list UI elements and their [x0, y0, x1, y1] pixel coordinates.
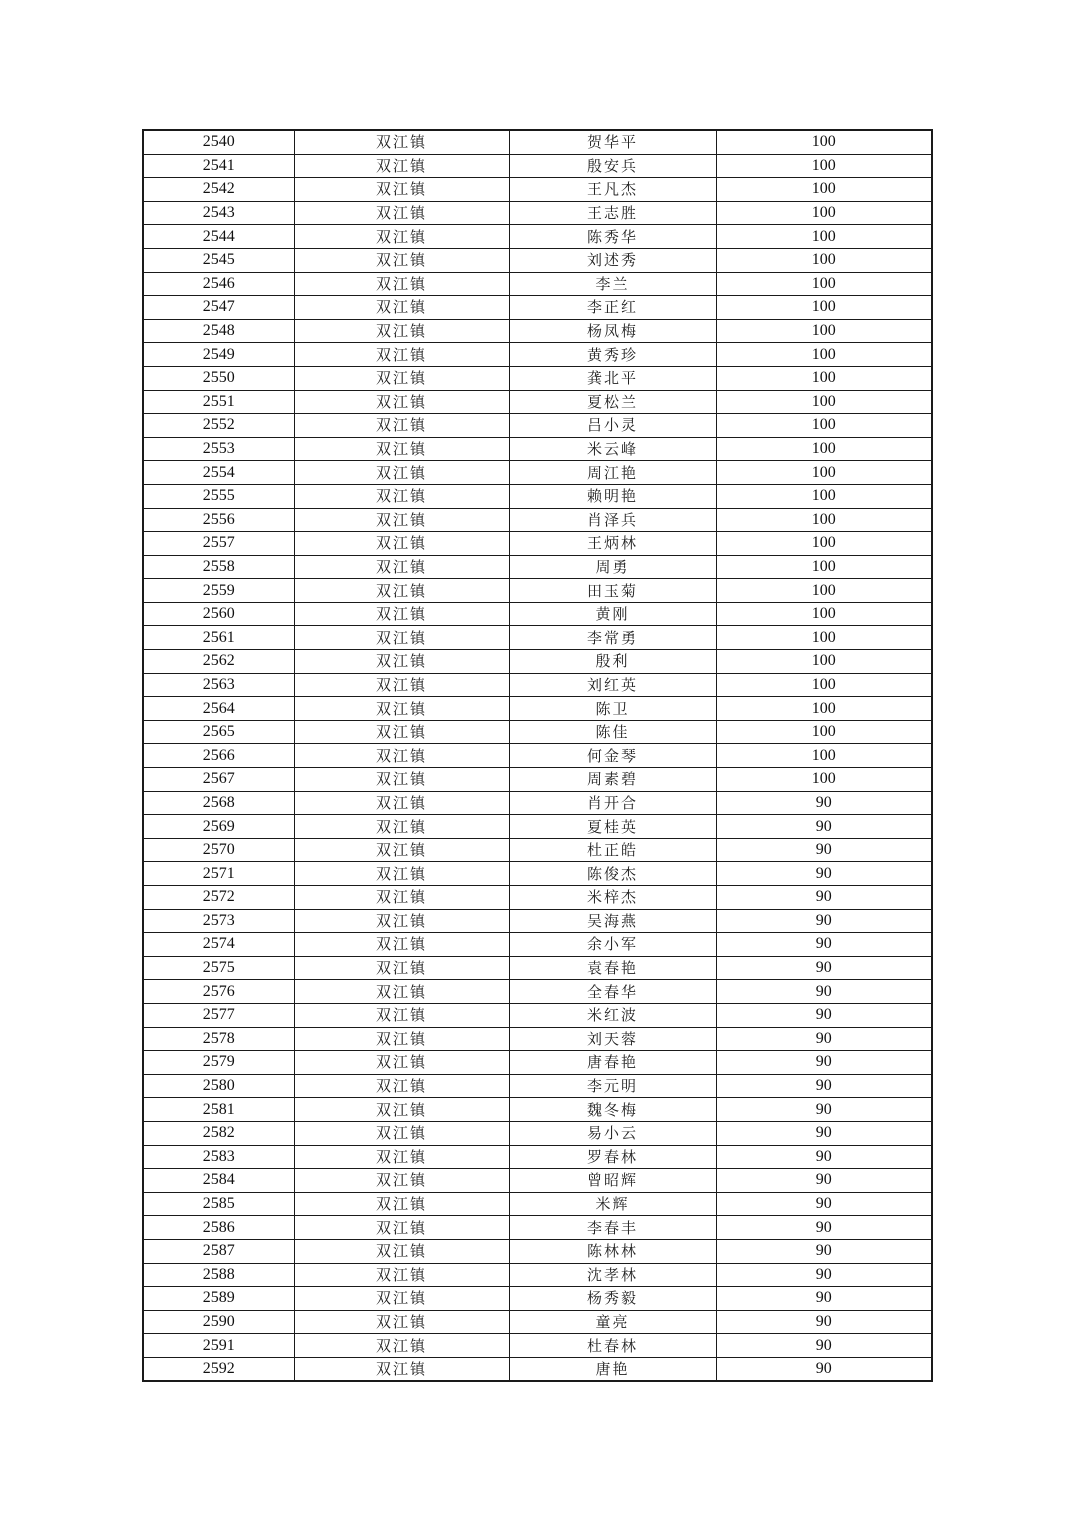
amount-cell: 90 [716, 1334, 932, 1358]
amount-cell: 100 [716, 508, 932, 532]
town-cell: 双江镇 [294, 1334, 509, 1358]
town-cell: 双江镇 [294, 602, 509, 626]
row-number-cell: 2573 [143, 909, 294, 933]
amount-cell: 100 [716, 248, 932, 272]
row-number-cell: 2562 [143, 650, 294, 674]
amount-cell: 90 [716, 886, 932, 910]
town-cell: 双江镇 [294, 319, 509, 343]
row-number-cell: 2585 [143, 1192, 294, 1216]
row-number-cell: 2555 [143, 484, 294, 508]
town-cell: 双江镇 [294, 555, 509, 579]
town-cell: 双江镇 [294, 1287, 509, 1311]
town-cell: 双江镇 [294, 673, 509, 697]
row-number-cell: 2568 [143, 791, 294, 815]
amount-cell: 100 [716, 343, 932, 367]
row-number-cell: 2569 [143, 815, 294, 839]
table-row [143, 1121, 932, 1145]
person-name-cell: 陈林林 [509, 1239, 716, 1263]
table-row [143, 1287, 932, 1311]
amount-cell: 100 [716, 720, 932, 744]
town-cell: 双江镇 [294, 508, 509, 532]
town-cell: 双江镇 [294, 1145, 509, 1169]
person-name-cell: 陈佳 [509, 720, 716, 744]
person-name-cell: 余小军 [509, 933, 716, 957]
row-number-cell: 2561 [143, 626, 294, 650]
amount-cell: 90 [716, 1216, 932, 1240]
table-row [143, 768, 932, 792]
person-name-cell: 夏松兰 [509, 390, 716, 414]
row-number-cell: 2557 [143, 532, 294, 556]
table-row [143, 201, 932, 225]
town-cell: 双江镇 [294, 130, 509, 154]
amount-cell: 100 [716, 225, 932, 249]
person-name-cell: 黄秀珍 [509, 343, 716, 367]
table-row [143, 343, 932, 367]
table-row [143, 956, 932, 980]
amount-cell: 100 [716, 201, 932, 225]
amount-cell: 100 [716, 390, 932, 414]
person-name-cell: 殷利 [509, 650, 716, 674]
person-name-cell: 米红波 [509, 1003, 716, 1027]
row-number-cell: 2564 [143, 697, 294, 721]
row-number-cell: 2547 [143, 296, 294, 320]
table-row [143, 886, 932, 910]
person-name-cell: 肖泽兵 [509, 508, 716, 532]
row-number-cell: 2580 [143, 1074, 294, 1098]
amount-cell: 100 [716, 319, 932, 343]
row-number-cell: 2574 [143, 933, 294, 957]
table-row [143, 1357, 932, 1381]
town-cell: 双江镇 [294, 1051, 509, 1075]
table-row [143, 744, 932, 768]
person-name-cell: 陈卫 [509, 697, 716, 721]
row-number-cell: 2572 [143, 886, 294, 910]
amount-cell: 100 [716, 697, 932, 721]
row-number-cell: 2567 [143, 768, 294, 792]
person-name-cell: 李常勇 [509, 626, 716, 650]
table-row [143, 1169, 932, 1193]
table-row [143, 909, 932, 933]
table-row [143, 154, 932, 178]
person-name-cell: 龚北平 [509, 366, 716, 390]
amount-cell: 90 [716, 1310, 932, 1334]
row-number-cell: 2575 [143, 956, 294, 980]
person-name-cell: 杨秀毅 [509, 1287, 716, 1311]
subsidy-roster-table [142, 129, 933, 1382]
row-number-cell: 2546 [143, 272, 294, 296]
town-cell: 双江镇 [294, 178, 509, 202]
amount-cell: 100 [716, 366, 932, 390]
table-row [143, 673, 932, 697]
row-number-cell: 2559 [143, 579, 294, 603]
person-name-cell: 周素碧 [509, 768, 716, 792]
row-number-cell: 2591 [143, 1334, 294, 1358]
amount-cell: 90 [716, 1263, 932, 1287]
town-cell: 双江镇 [294, 697, 509, 721]
table-row [143, 720, 932, 744]
person-name-cell: 全春华 [509, 980, 716, 1004]
amount-cell: 100 [716, 673, 932, 697]
row-number-cell: 2548 [143, 319, 294, 343]
person-name-cell: 杜春林 [509, 1334, 716, 1358]
amount-cell: 100 [716, 437, 932, 461]
amount-cell: 90 [716, 1121, 932, 1145]
table-row [143, 862, 932, 886]
person-name-cell: 易小云 [509, 1121, 716, 1145]
town-cell: 双江镇 [294, 461, 509, 485]
table-row [143, 319, 932, 343]
table-row [143, 1192, 932, 1216]
person-name-cell: 黄刚 [509, 602, 716, 626]
table-row [143, 272, 932, 296]
town-cell: 双江镇 [294, 248, 509, 272]
amount-cell: 90 [716, 791, 932, 815]
town-cell: 双江镇 [294, 933, 509, 957]
row-number-cell: 2570 [143, 838, 294, 862]
person-name-cell: 唐艳 [509, 1357, 716, 1381]
table-row [143, 697, 932, 721]
town-cell: 双江镇 [294, 1310, 509, 1334]
person-name-cell: 吴海燕 [509, 909, 716, 933]
person-name-cell: 肖开合 [509, 791, 716, 815]
town-cell: 双江镇 [294, 1216, 509, 1240]
amount-cell: 100 [716, 272, 932, 296]
row-number-cell: 2550 [143, 366, 294, 390]
amount-cell: 100 [716, 154, 932, 178]
person-name-cell: 夏桂英 [509, 815, 716, 839]
person-name-cell: 童亮 [509, 1310, 716, 1334]
town-cell: 双江镇 [294, 201, 509, 225]
person-name-cell: 周江艳 [509, 461, 716, 485]
row-number-cell: 2581 [143, 1098, 294, 1122]
amount-cell: 100 [716, 532, 932, 556]
row-number-cell: 2545 [143, 248, 294, 272]
person-name-cell: 殷安兵 [509, 154, 716, 178]
amount-cell: 100 [716, 555, 932, 579]
table-row [143, 130, 932, 154]
table-row [143, 366, 932, 390]
amount-cell: 90 [716, 980, 932, 1004]
amount-cell: 90 [716, 909, 932, 933]
table-row [143, 933, 932, 957]
table-row [143, 178, 932, 202]
town-cell: 双江镇 [294, 720, 509, 744]
amount-cell: 90 [716, 956, 932, 980]
amount-cell: 100 [716, 296, 932, 320]
town-cell: 双江镇 [294, 532, 509, 556]
town-cell: 双江镇 [294, 437, 509, 461]
person-name-cell: 罗春林 [509, 1145, 716, 1169]
town-cell: 双江镇 [294, 366, 509, 390]
amount-cell: 90 [716, 1145, 932, 1169]
amount-cell: 100 [716, 626, 932, 650]
table-row [143, 1263, 932, 1287]
row-number-cell: 2540 [143, 130, 294, 154]
town-cell: 双江镇 [294, 343, 509, 367]
table-row [143, 1098, 932, 1122]
town-cell: 双江镇 [294, 1192, 509, 1216]
row-number-cell: 2556 [143, 508, 294, 532]
row-number-cell: 2566 [143, 744, 294, 768]
person-name-cell: 陈俊杰 [509, 862, 716, 886]
row-number-cell: 2578 [143, 1027, 294, 1051]
amount-cell: 90 [716, 1169, 932, 1193]
amount-cell: 90 [716, 1027, 932, 1051]
amount-cell: 100 [716, 484, 932, 508]
town-cell: 双江镇 [294, 650, 509, 674]
amount-cell: 100 [716, 130, 932, 154]
table-row [143, 532, 932, 556]
row-number-cell: 2543 [143, 201, 294, 225]
town-cell: 双江镇 [294, 980, 509, 1004]
person-name-cell: 唐春艳 [509, 1051, 716, 1075]
table-row [143, 1027, 932, 1051]
town-cell: 双江镇 [294, 1121, 509, 1145]
town-cell: 双江镇 [294, 626, 509, 650]
row-number-cell: 2576 [143, 980, 294, 1004]
town-cell: 双江镇 [294, 1263, 509, 1287]
person-name-cell: 刘述秀 [509, 248, 716, 272]
town-cell: 双江镇 [294, 484, 509, 508]
amount-cell: 100 [716, 414, 932, 438]
table-row [143, 508, 932, 532]
row-number-cell: 2558 [143, 555, 294, 579]
row-number-cell: 2584 [143, 1169, 294, 1193]
amount-cell: 90 [716, 1098, 932, 1122]
town-cell: 双江镇 [294, 390, 509, 414]
person-name-cell: 杜正皓 [509, 838, 716, 862]
row-number-cell: 2552 [143, 414, 294, 438]
person-name-cell: 李正红 [509, 296, 716, 320]
person-name-cell: 李兰 [509, 272, 716, 296]
town-cell: 双江镇 [294, 768, 509, 792]
person-name-cell: 曾昭辉 [509, 1169, 716, 1193]
amount-cell: 90 [716, 1192, 932, 1216]
table-row [143, 248, 932, 272]
person-name-cell: 袁春艳 [509, 956, 716, 980]
row-number-cell: 2579 [143, 1051, 294, 1075]
person-name-cell: 田玉菊 [509, 579, 716, 603]
person-name-cell: 刘天蓉 [509, 1027, 716, 1051]
table-row [143, 626, 932, 650]
row-number-cell: 2554 [143, 461, 294, 485]
table-body [143, 130, 932, 1381]
town-cell: 双江镇 [294, 296, 509, 320]
town-cell: 双江镇 [294, 744, 509, 768]
amount-cell: 90 [716, 933, 932, 957]
amount-cell: 90 [716, 1074, 932, 1098]
table-row [143, 815, 932, 839]
amount-cell: 90 [716, 1239, 932, 1263]
amount-cell: 90 [716, 838, 932, 862]
row-number-cell: 2542 [143, 178, 294, 202]
town-cell: 双江镇 [294, 1239, 509, 1263]
table-row [143, 980, 932, 1004]
town-cell: 双江镇 [294, 815, 509, 839]
row-number-cell: 2560 [143, 602, 294, 626]
town-cell: 双江镇 [294, 414, 509, 438]
row-number-cell: 2544 [143, 225, 294, 249]
amount-cell: 100 [716, 650, 932, 674]
row-number-cell: 2582 [143, 1121, 294, 1145]
amount-cell: 90 [716, 1003, 932, 1027]
row-number-cell: 2553 [143, 437, 294, 461]
town-cell: 双江镇 [294, 838, 509, 862]
town-cell: 双江镇 [294, 579, 509, 603]
row-number-cell: 2577 [143, 1003, 294, 1027]
row-number-cell: 2590 [143, 1310, 294, 1334]
amount-cell: 100 [716, 744, 932, 768]
row-number-cell: 2589 [143, 1287, 294, 1311]
town-cell: 双江镇 [294, 272, 509, 296]
amount-cell: 100 [716, 579, 932, 603]
town-cell: 双江镇 [294, 791, 509, 815]
amount-cell: 90 [716, 815, 932, 839]
table-row [143, 1310, 932, 1334]
person-name-cell: 赖明艳 [509, 484, 716, 508]
person-name-cell: 刘红英 [509, 673, 716, 697]
row-number-cell: 2541 [143, 154, 294, 178]
town-cell: 双江镇 [294, 1003, 509, 1027]
row-number-cell: 2571 [143, 862, 294, 886]
table-row [143, 414, 932, 438]
town-cell: 双江镇 [294, 956, 509, 980]
table-row [143, 390, 932, 414]
row-number-cell: 2583 [143, 1145, 294, 1169]
table-row [143, 1216, 932, 1240]
row-number-cell: 2586 [143, 1216, 294, 1240]
table-row [143, 555, 932, 579]
town-cell: 双江镇 [294, 862, 509, 886]
table-row [143, 1334, 932, 1358]
row-number-cell: 2563 [143, 673, 294, 697]
amount-cell: 100 [716, 768, 932, 792]
person-name-cell: 李元明 [509, 1074, 716, 1098]
town-cell: 双江镇 [294, 1027, 509, 1051]
row-number-cell: 2588 [143, 1263, 294, 1287]
row-number-cell: 2551 [143, 390, 294, 414]
person-name-cell: 贺华平 [509, 130, 716, 154]
table-row [143, 650, 932, 674]
town-cell: 双江镇 [294, 1074, 509, 1098]
table-row [143, 225, 932, 249]
person-name-cell: 王凡杰 [509, 178, 716, 202]
person-name-cell: 李春丰 [509, 1216, 716, 1240]
person-name-cell: 周勇 [509, 555, 716, 579]
town-cell: 双江镇 [294, 225, 509, 249]
person-name-cell: 王炳林 [509, 532, 716, 556]
person-name-cell: 米辉 [509, 1192, 716, 1216]
amount-cell: 100 [716, 461, 932, 485]
amount-cell: 90 [716, 1051, 932, 1075]
table-row [143, 437, 932, 461]
table-row [143, 838, 932, 862]
row-number-cell: 2565 [143, 720, 294, 744]
table-row [143, 296, 932, 320]
town-cell: 双江镇 [294, 1357, 509, 1381]
row-number-cell: 2592 [143, 1357, 294, 1381]
town-cell: 双江镇 [294, 886, 509, 910]
row-number-cell: 2549 [143, 343, 294, 367]
town-cell: 双江镇 [294, 1098, 509, 1122]
person-name-cell: 杨凤梅 [509, 319, 716, 343]
person-name-cell: 陈秀华 [509, 225, 716, 249]
town-cell: 双江镇 [294, 154, 509, 178]
person-name-cell: 何金琴 [509, 744, 716, 768]
table-row [143, 461, 932, 485]
row-number-cell: 2587 [143, 1239, 294, 1263]
town-cell: 双江镇 [294, 909, 509, 933]
person-name-cell: 沈孝林 [509, 1263, 716, 1287]
person-name-cell: 吕小灵 [509, 414, 716, 438]
table-row [143, 602, 932, 626]
person-name-cell: 魏冬梅 [509, 1098, 716, 1122]
person-name-cell: 米云峰 [509, 437, 716, 461]
table-row [143, 579, 932, 603]
table-row [143, 1074, 932, 1098]
table-row [143, 1239, 932, 1263]
amount-cell: 90 [716, 1287, 932, 1311]
table-row [143, 791, 932, 815]
person-name-cell: 米梓杰 [509, 886, 716, 910]
amount-cell: 90 [716, 1357, 932, 1381]
amount-cell: 100 [716, 602, 932, 626]
amount-cell: 90 [716, 862, 932, 886]
amount-cell: 100 [716, 178, 932, 202]
town-cell: 双江镇 [294, 1169, 509, 1193]
table-row [143, 1003, 932, 1027]
table-row [143, 1145, 932, 1169]
table-row [143, 1051, 932, 1075]
table-row [143, 484, 932, 508]
person-name-cell: 王志胜 [509, 201, 716, 225]
